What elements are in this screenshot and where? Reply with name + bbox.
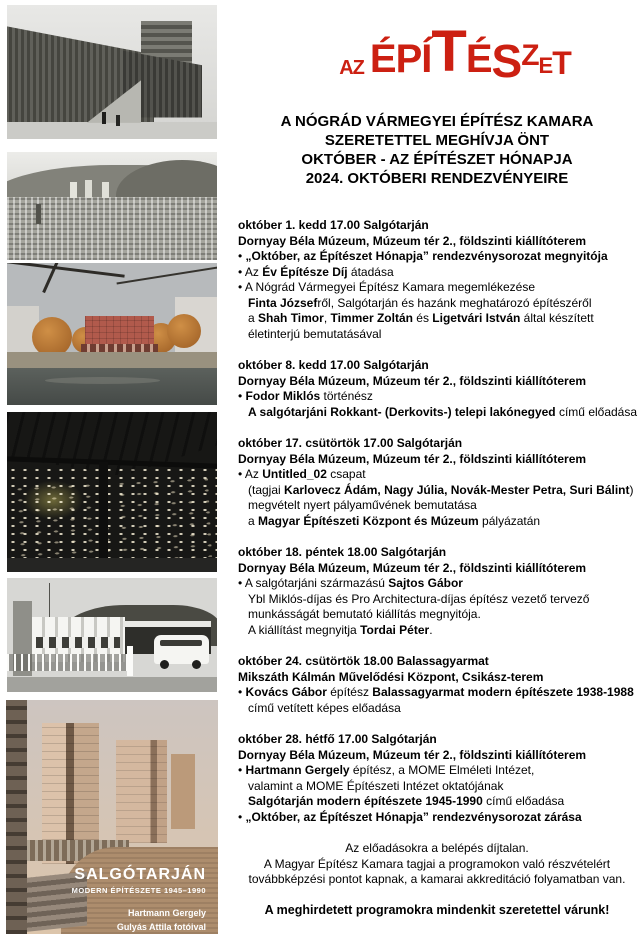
- event-item-continuation: Finta Józsefről, Salgótarján és hazánk meghatározó építészéről: [248, 295, 592, 310]
- photo1-pedestrian: [116, 115, 120, 126]
- photo5-white-fence: [7, 654, 129, 671]
- event-venue: Dornyay Béla Múzeum, Múzeum tér 2., földszinti kiállítóterem: [238, 373, 587, 388]
- event-block: [238, 545, 636, 638]
- photo2-tower-block: [102, 182, 109, 198]
- logo-letter: Í: [421, 37, 432, 82]
- event-item: • Kovács Gábor építész Balassagyarmat modern építészete 1938-1988: [238, 685, 634, 699]
- events-list: [238, 218, 636, 825]
- event-item-continuation: című vetített képes előadása: [248, 700, 401, 715]
- photo4-corner-post: [99, 462, 107, 561]
- book-cover-credit: Gulyás Attila fotóival: [116, 922, 206, 932]
- footer-line: A Magyar Építész Kamara tagjai a programokon való részvételért: [263, 856, 611, 871]
- event-item-continuation: a Magyar Építészeti Központ és Múzeum pályázatán: [248, 513, 541, 528]
- book-cover-subtitle: MODERN ÉPÍTÉSZETE 1945–1990: [71, 886, 206, 895]
- event-block: [238, 436, 636, 529]
- book-cover-title: SALGÓTARJÁN: [74, 866, 206, 883]
- photo3-reflection: [45, 377, 161, 384]
- photo5-window-band: [36, 637, 120, 647]
- bullet-icon: •: [238, 467, 245, 481]
- photo5-gate-post: [127, 646, 133, 676]
- photo2-tower-block: [70, 182, 77, 198]
- event-item: • Az Untitled_02 csapat: [238, 467, 366, 481]
- event-item: • A Nógrád Vármegyei Építész Kamara megemlékezése: [238, 280, 536, 294]
- bullet-icon: •: [238, 249, 246, 263]
- event-date: október 28. hétfő 17.00 Salgótarján: [238, 732, 437, 746]
- event-venue: Dornyay Béla Múzeum, Múzeum tér 2., földszinti kiállítóterem: [238, 560, 587, 575]
- logo-letter: Z: [352, 56, 364, 79]
- photo3-autumn-tree: [167, 314, 201, 348]
- photo5-road: [7, 677, 217, 692]
- photo-perforated-brick-pavilion: [7, 412, 217, 572]
- photo3-square-ground: [7, 352, 217, 368]
- logo-letter: T: [552, 44, 571, 81]
- bullet-icon: •: [238, 763, 246, 777]
- book-cover-text: [72, 866, 206, 932]
- bullet-icon: •: [238, 280, 245, 294]
- event-date: október 24. csütörtök 18.00 Balassagyarmat: [238, 654, 489, 668]
- logo-letter: A: [339, 56, 353, 79]
- logo-banner-text: HÓNAPJA 2024: [356, 74, 564, 91]
- bullet-icon: •: [238, 389, 246, 403]
- photo3-arcade: [81, 344, 159, 353]
- photo-book-cover-salgotarjan: [6, 700, 218, 934]
- event-block: [238, 358, 636, 420]
- footer: [238, 841, 636, 918]
- photo5-van-wheel: [192, 660, 201, 669]
- photo5-antenna-mast: [49, 583, 50, 618]
- photo2-church-spire: [36, 204, 41, 224]
- event-date: október 18. péntek 18.00 Salgótarján: [238, 545, 447, 559]
- photo6-brick-tower: [116, 740, 167, 843]
- content-column: [238, 0, 636, 918]
- event-item-continuation: megvételt nyert pályaművének bemutatása: [248, 498, 477, 512]
- event-block: [238, 654, 636, 716]
- event-item: • „Október, az Építészet Hónapja” rendezvénysorozat megnyitója: [238, 249, 608, 263]
- event-venue: Mikszáth Kálmán Művelődési Központ, Csikász-terem: [238, 669, 544, 684]
- event-item-continuation: valamint a MOME Építészeti Intézet oktatójának: [248, 778, 504, 793]
- logo-letter: Z: [521, 39, 539, 73]
- logo-letter: P: [395, 37, 422, 82]
- footer-line: Az előadásokra a belépés díjtalan.: [345, 841, 529, 855]
- photo1-pedestrian: [102, 112, 106, 124]
- event-item: • Fodor Miklós történész: [238, 389, 373, 403]
- photo6-foreground-building: [6, 700, 27, 934]
- logo-letter: E: [538, 52, 553, 78]
- photo3-red-brick-building: [85, 316, 154, 346]
- heading-line: OKTÓBER - AZ ÉPÍTÉSZET HÓNAPJA: [301, 151, 573, 168]
- event-item-continuation: munkásságát bemutató kiállítás megnyitója.: [248, 607, 481, 621]
- photo1-pavement: [7, 122, 217, 139]
- photo3-autumn-tree: [32, 317, 72, 357]
- logo-letter: É: [465, 37, 492, 82]
- photo6-brick-tower: [171, 754, 194, 829]
- photo-render-red-brick-building: [7, 263, 217, 405]
- logo-letter: T: [431, 19, 466, 85]
- photo4-light-slits: [11, 474, 212, 567]
- event-item-continuation: életinterjú bemutatásával: [248, 326, 382, 341]
- event-venue: Dornyay Béla Múzeum, Múzeum tér 2., földszinti kiállítóterem: [238, 747, 587, 762]
- event-venue: Dornyay Béla Múzeum, Múzeum tér 2., földszinti kiállítóterem: [238, 451, 587, 466]
- bullet-icon: •: [238, 264, 245, 279]
- photo3-wet-pavement: [7, 368, 217, 405]
- event-item-continuation: Salgótarján modern építészete 1945-1990 című előadása: [248, 794, 565, 808]
- event-item-continuation: a Shah Timor, Timmer Zoltán és Ligetvári István által készített: [248, 311, 594, 325]
- heading-line: SZERETETTEL MEGHÍVJA ÖNT: [324, 132, 550, 149]
- bullet-icon: •: [238, 685, 246, 699]
- event-item: • Az Év Építésze Díj átadása: [238, 264, 394, 279]
- invitation-heading: [238, 112, 636, 188]
- photo2-tower-block: [85, 180, 92, 198]
- bullet-icon: •: [238, 809, 246, 824]
- footer-closing: A meghirdetett programokra mindenkit szeretettel várunk!: [264, 902, 610, 917]
- book-cover-author: Hartmann Gergely: [127, 908, 206, 918]
- event-date: október 17. csütörtök 17.00 Salgótarján: [238, 436, 463, 450]
- event-date: október 1. kedd 17.00 Salgótarján: [238, 218, 429, 232]
- event-block: [238, 732, 636, 825]
- heading-line: 2024. OKTÓBERI RENDEZVÉNYEIRE: [305, 170, 569, 187]
- photo-bw-brutalist-museum-building: [7, 5, 217, 139]
- bullet-icon: •: [238, 576, 245, 590]
- photo4-floor: [7, 558, 217, 572]
- event-date: október 8. kedd 17.00 Salgótarján: [238, 358, 429, 372]
- photo-bw-city-panorama: [7, 152, 217, 260]
- event-item: • A salgótarjáni származású Sajtos Gábor: [238, 576, 463, 590]
- event-venue: Dornyay Béla Múzeum, Múzeum tér 2., földszinti kiállítóterem: [238, 233, 587, 248]
- photo5-van-windshield: [160, 640, 202, 647]
- event-block: [238, 218, 636, 342]
- event-item: • „Október, az Építészet Hónapja” rendezvénysorozat zárása: [238, 809, 582, 824]
- photo-bw-modernist-building-ambulance: [7, 578, 217, 692]
- event-item-continuation: Ybl Miklós-díjas és Pro Architectura-díjas építész vezető tervező: [248, 591, 590, 606]
- logo-letter: S: [491, 35, 522, 88]
- heading-line: A NÓGRÁD VÁRMEGYEI ÉPÍTÉSZ KAMARA: [280, 113, 594, 130]
- event-item-continuation: (tagjai Karlovecz Ádám, Nagy Júlia, Novák-Mester Petra, Suri Bálint): [248, 482, 634, 497]
- event-item-continuation: A kiállítást megnyitja Tordai Péter.: [248, 622, 433, 637]
- event-item-continuation: A salgótarjáni Rokkant- (Derkovits-) telepi lakónegyed című előadása: [248, 404, 638, 419]
- event-item: • Hartmann Gergely építész, a MOME Elméleti Intézet,: [238, 763, 535, 777]
- logo-letter: É: [369, 37, 396, 82]
- footer-line: továbbképzési pontot kapnak, a kamarai akkreditáció folyamatban van.: [248, 872, 626, 886]
